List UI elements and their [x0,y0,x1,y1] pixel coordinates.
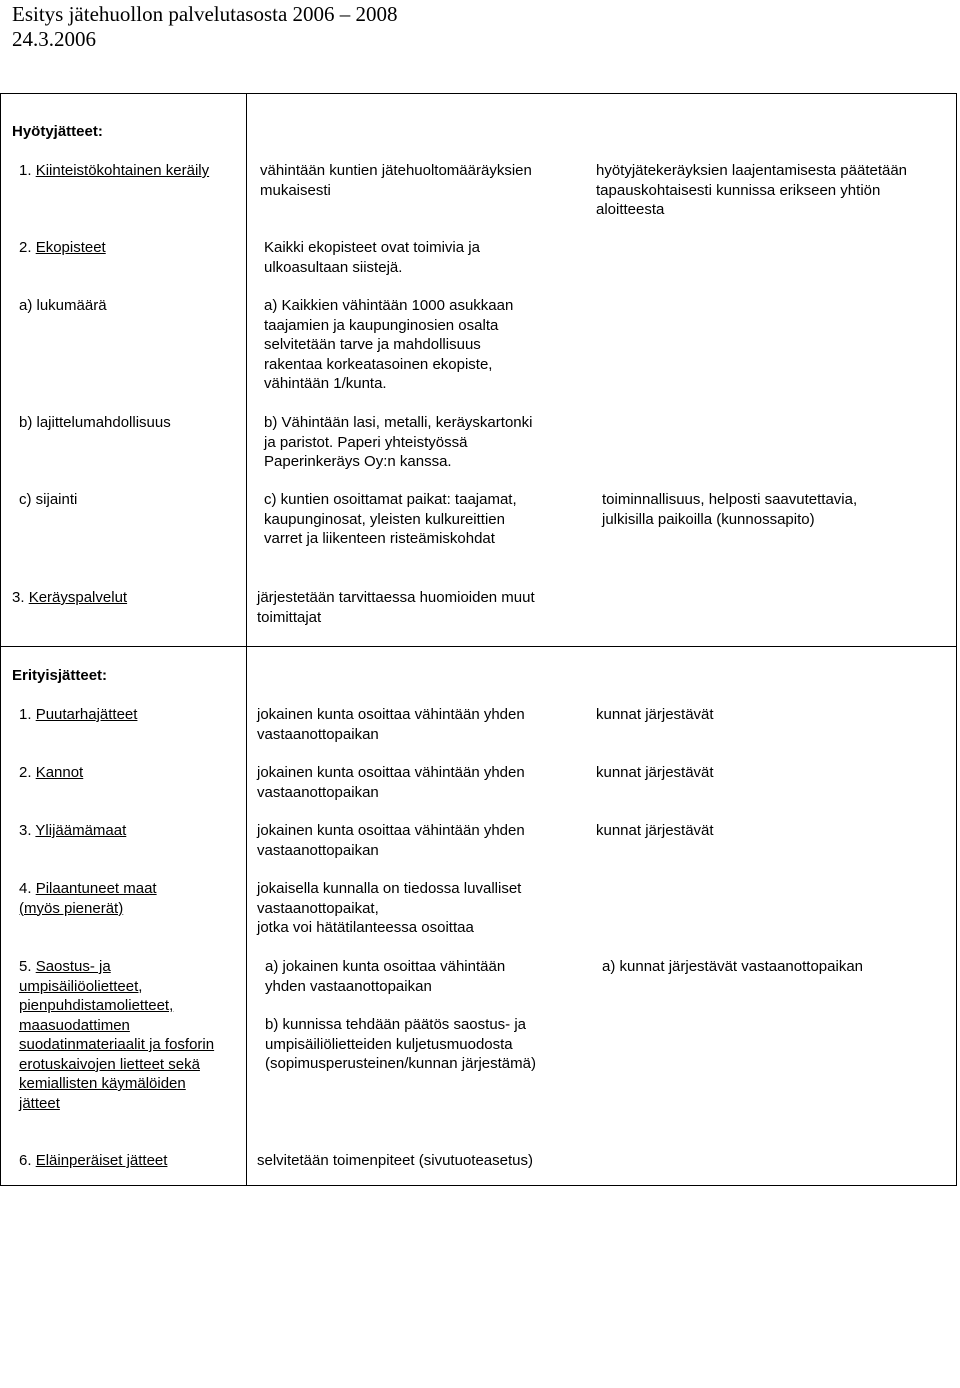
row-number: 4. [19,880,36,897]
row-label-ylijaamamaat [19,821,126,841]
row-requirement [257,705,525,744]
row-requirement-a [265,957,505,996]
text-line: a) Kaikkien vähintään 1000 asukkaan [264,297,514,314]
text-line: vastaanottopaikan [257,783,379,801]
section-heading-erityisjatteet: Erityisjätteet: [12,667,108,684]
text-line: a) jokainen kunta osoittaa vähintään [265,958,506,975]
row-requirement [264,490,517,549]
text-line: selvitetään tarve ja mahdollisuus [264,336,481,353]
text-line: rakentaa korkeatasoinen ekopiste, [264,355,493,373]
text-line: jokainen kunta osoittaa vähintään yhden [257,706,525,723]
text-line: ja paristot. Paperi yhteistyössä [264,433,468,451]
text-line: vastaanottopaikan [257,725,379,743]
row-requirement [257,763,525,802]
row-label-text: jätteet [19,1094,60,1112]
row-number: 3. [12,589,29,606]
text-line: toimittajat [257,608,322,626]
row-label-text: Keräyspalvelut [28,589,128,606]
column-divider [246,93,247,647]
row-number: 6. [19,1152,36,1169]
text-line: kaupunginosat, yleisten kulkureittien [264,510,505,528]
row-label-elainperaiset [19,1151,167,1171]
text-line: vähintään 1/kunta. [264,375,387,392]
row-label-kannot [19,763,83,783]
row-label-text: maasuodattimen [19,1016,130,1034]
row-requirement: selvitetään toimenpiteet (sivutuoteasetus) [257,1152,533,1169]
row-requirement [257,588,535,627]
row-label-text: Saostus- ja [35,958,111,975]
row-label-text: pienpuhdistamolietteet, [19,997,174,1014]
row-number: 1. [19,162,36,179]
row-requirement [264,413,532,472]
row-requirement [264,296,513,394]
row-label-lajittelumahdollisuus: b) lajittelumahdollisuus [19,414,171,431]
row-label-text: kemiallisten käymälöiden [19,1075,186,1092]
row-label-text: Ylijäämämaat [35,822,127,839]
text-line: (sopimusperusteinen/kunnan järjestämä) [265,1055,536,1072]
row-label-puutarhajatteet [19,705,137,725]
row-label-pilaantuneet-maat [19,879,157,918]
text-line: taajamien ja kaupunginosien osalta [264,316,499,334]
text-line: jotka voi hätätilanteessa osoittaa [257,919,474,936]
row-label-lukumaara: a) lukumäärä [19,297,107,314]
text-line: Kaikki ekopisteet ovat toimivia ja [264,239,480,256]
row-note: kunnat järjestävät [596,822,714,839]
row-label-sijainti: c) sijainti [19,491,78,508]
row-label-ekopisteet [19,238,106,258]
text-line: vastaanottopaikan [257,841,379,859]
row-note [596,161,907,220]
text-line: jokaisella kunnalla on tiedossa luvalliset [257,880,522,897]
text-line: jokainen kunta osoittaa vähintään yhden [257,822,525,839]
document-date: 24.3.2006 [12,27,96,51]
row-label-text: Pilaantuneet maat [35,880,157,897]
row-note: kunnat järjestävät [596,764,714,781]
text-line: hyötyjätekeräyksien laajentamisesta päätetään [596,162,908,179]
text-line: järjestetään tarvittaessa huomioiden muut [257,589,535,606]
text-line: tapauskohtaisesti kunnissa erikseen yhtiön [596,181,881,199]
document-title-text: Esitys jätehuollon palvelutasosta 2006 – 2008 [12,2,398,26]
text-line: c) kuntien osoittamat paikat: taajamat, [264,491,517,508]
text-line: vastaanottopaikat, [257,899,379,917]
row-label-text: suodatinmateriaalit ja fosforin [19,1036,215,1053]
text-line: jokainen kunta osoittaa vähintään yhden [257,764,525,781]
row-label-saostus-lietteet [19,957,214,1113]
column-divider [246,647,247,1186]
row-label-text: Eläinperäiset jätteet [35,1152,168,1169]
row-label-keraypalvelut [12,588,127,608]
text-line: Paperinkeräys Oy:n kanssa. [264,453,452,470]
row-requirement [260,161,532,200]
row-label-text: Puutarhajätteet [35,706,138,723]
row-label-text: erotuskaivojen lietteet sekä [19,1055,200,1073]
row-number: 1. [19,706,36,723]
row-label-text: umpisäiliöolietteet, [19,977,143,995]
row-note: kunnat järjestävät [596,706,714,723]
row-number: 2. [19,239,36,256]
row-label-text: Kannot [35,764,84,781]
text-line: yhden vastaanottopaikan [265,977,432,995]
text-line: toiminnallisuus, helposti saavutettavia, [602,491,858,508]
text-line: ulkoasultaan siistejä. [264,258,403,276]
section-heading-hyotyjatteet: Hyötyjätteet: [12,123,103,140]
row-requirement [257,821,525,860]
text-line: b) kunnissa tehdään päätös saostus- ja [265,1016,526,1033]
row-number: 2. [19,764,36,781]
text-line: varret ja liikenteen risteämiskohdat [264,530,495,547]
text-line: b) Vähintään lasi, metalli, keräyskartonki [264,414,533,431]
row-number: 5. [19,958,36,975]
text-line: umpisäiliölietteiden kuljetusmuodosta [265,1035,513,1053]
document-title [12,2,398,52]
row-label-text: Kiinteistökohtainen keräily [35,162,210,179]
text-line: mukaisesti [260,181,331,199]
row-requirement [257,879,521,938]
row-note: a) kunnat järjestävät vastaanottopaikan [602,958,863,975]
text-line: julkisilla paikoilla (kunnossapito) [602,510,815,528]
text-line: aloitteesta [596,201,665,218]
row-requirement [264,238,480,277]
row-note [602,490,857,529]
row-requirement-b [265,1015,536,1074]
row-number: 3. [19,822,36,839]
row-label-kiinteistokohtainen [19,161,209,181]
row-label-text: Ekopisteet [35,239,106,256]
row-label-text: (myös pienerät) [19,899,124,917]
text-line: vähintään kuntien jätehuoltomääräyksien [260,162,532,179]
